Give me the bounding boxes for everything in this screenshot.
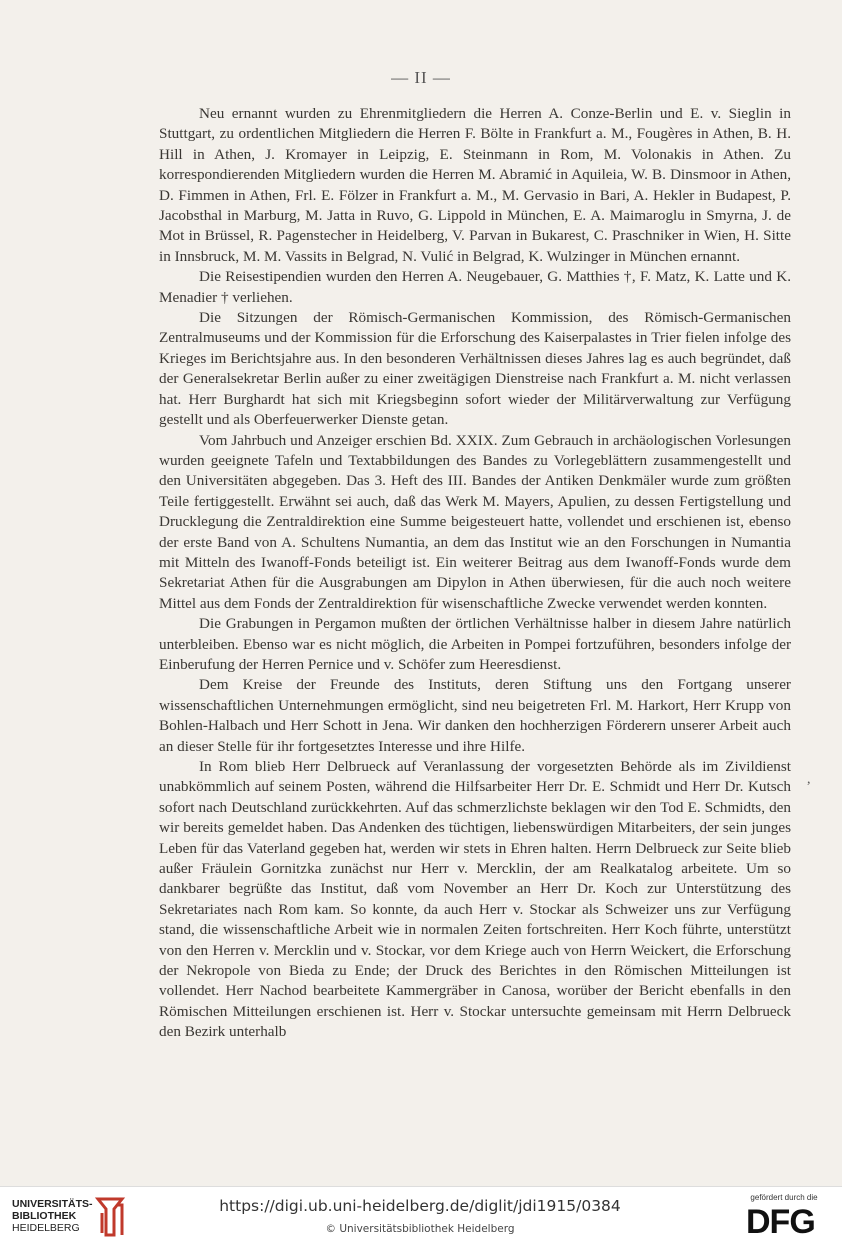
paragraph-excavations: Die Grabungen in Pergamon mußten der örtlichen Verhältnisse halber in diesem Jahre natürlich unterbleiben. Ebenso war es nicht möglich, die Arbeiten in Pompei fortzuführen, besonders infolge der Einberufung der Herren Pernice und v. Schöfer zum Heeresdienst. (159, 615, 791, 673)
library-name-line3: HEIDELBERG (12, 1222, 80, 1234)
paragraph-stipends: Die Reisestipendien wurden den Herren A. Neugebauer, G. Matthies †, F. Matz, K. Latte und K. Menadier † verliehen. (159, 268, 791, 306)
paragraph-friends: Dem Kreise der Freunde des Instituts, deren Stiftung uns den Fortgang unserer wissenschaftlichen Unternehmungen ermöglicht, sind neu beigetreten Frl. M. Harkort, Herr Krupp von Bohlen-Halbach und Herr Schott in Jena. Wir danken den hochherzigen Förderern unserer Arbeit auch an dieser Stelle für ihr fortgesetztes Interesse und ihre Hilfe. (159, 676, 791, 755)
copyright-notice: © Universitätsbibliothek Heidelberg (325, 1223, 515, 1235)
page-number: — II — (391, 68, 451, 87)
library-emblem-icon (92, 1195, 128, 1239)
paragraph-rome: In Rom blieb Herr Delbrueck auf Veranlassung der vorgesetzten Behörde als im Zivildienst unabkömmlich auf seinem Posten, während die Hilfsarbeiter Herr Dr. E. Schmidt und Herr Dr. Kutsch sofort nach Deutschland zurückkehrten. Auf das schmerzlichste beklagen wir den Tod E. Schmidts, den wir bereits gemeldet haben. Das Andenken des tüchtigen, liebenswürdigen Mitarbeiters, der sein junges Leben für das Vaterland gegeben hat, werden wir stets in Ehren halten. Herrn Delbrueck zur Seite blieb außer Fräulein Gornitzka zunächst nur Herr v. Mercklin, der am Realkatalog arbeitete. Um so dankbarer begrüßte das Institut, daß vom November an Herr Dr. Koch zur Unterstützung des Sekretariates nach Rom kam. So konnte, da auch Herr v. Stockar als Schweizer uns zur Verfügung stand, die wissenschaftliche Arbeit wie in normalen Zeiten fortschreiten. Herr Koch führte, unterstützt von den Herren v. Mercklin und v. Stockar, vor dem Kriege auch von Herrn Weickert, die Erforschung der Nekropole von Bieda zu Ende; der Druck des Berichtes in den Römischen Mitteilungen ist vollendet. Herr Nachod bearbeitete Kammergräber in Canosa, worüber der Bericht ebenfalls in den Römischen Mitteilungen erschienen ist. Herr v. Stockar untersuchte gemeinsam mit Herrn Delbrueck den Bezirk unterhalb (159, 758, 791, 1041)
dfg-logo[interactable]: DFG (746, 1203, 815, 1241)
library-name-line2: BIBLIOTHEK (12, 1210, 77, 1222)
library-logo[interactable] (12, 1195, 212, 1241)
paragraph-members: Neu ernannt wurden zu Ehrenmitgliedern die Herren A. Conze-Berlin und E. v. Sieglin in Stuttgart, zu ordentlichen Mitgliedern die Herren F. Bölte in Frankfurt a. M., Fougères in Athen, B. H. Hill in Athen, J. Kromayer in Leipzig, E. Steinmann in Rom, M. Volonakis in Athen. Zu korrespondierenden Mitgliedern wurden die Herren M. Abramić in Aquileia, W. B. Dinsmoor in Athen, D. Fimmen in Athen, Frl. E. Fölzer in Frankfurt a. M., M. Gervasio in Bari, A. Hekler in Budapest, P. Jacobsthal in Marburg, M. Jatta in Ruvo, G. Lippold in München, E. A. Maimaroglu in Smyrna, J. de Mot in Brüssel, R. Pagenstecher in Heidelberg, V. Parvan in Bukarest, C. Praschniker in Wien, H. Sitte in Innsbruck, M. M. Vassits in Belgrad, N. Vulić in Belgrad, K. Wulzinger in München ernannt. (159, 105, 791, 265)
footer-bar (0, 1186, 842, 1247)
paragraph-publications: Vom Jahrbuch und Anzeiger erschien Bd. XXIX. Zum Gebrauch in archäologischen Vorlesungen wurden geeignete Tafeln und Textabbildungen des Bandes zu Vorlegeblättern zusammengestellt und den Universitäten abgegeben. Das 3. Heft des III. Bandes der Antiken Denkmäler wurde zum größten Teile fertiggestellt. Erwähnt sei auch, daß das Werk M. Mayers, Apulien, zu dessen Fertigstellung und Drucklegung die Zentraldirektion eine Summe beigesteuert hatte, vollendet und erschienen ist, ebenso der erste Band von A. Schultens Numantia, an dem das Institut wie an den Forschungen in Numantia mit Mitteln des Iwanoff-Fonds beteiligt ist. Ein weiterer Beitrag aus dem Iwanoff-Fonds wurde dem Sekretariat Athen für die Ausgrabungen am Dipylon in Athen überwiesen, für die auch noch weitere Mittel aus dem Fonds der Zentraldirektion für wisenschaftliche Zwecke verwendet werden konnten. (159, 431, 791, 612)
document-url-link[interactable]: https://digi.ub.uni-heidelberg.de/diglit/jdi1915/0384 (219, 1197, 621, 1215)
funder-caption: gefördert durch die (750, 1193, 818, 1202)
margin-mark: , (807, 772, 811, 787)
paragraph-commissions: Die Sitzungen der Römisch-Germanischen Kommission, des Römisch-Germanischen Zentralmuseums und der Kommission für die Erforschung des Kaiserpalastes in Trier fielen infolge des Krieges im Berichtsjahre aus. In den besonderen Verhältnissen dieses Jahres lag es auch begründet, daß der Generalsekretar Berlin außer zu einer zweitägigen Dienstreise nach Frankfurt a. M. nicht verlassen hat. Herr Burghardt hat sich mit Kriegsbeginn sofort wieder der Militärverwaltung zur Verfügung gestellt und als Oberfeuerwerker Dienste getan. (159, 309, 791, 429)
body-text (159, 104, 791, 1043)
library-name-line1: UNIVERSITÄTS- (12, 1198, 93, 1210)
library-name (12, 1198, 93, 1234)
